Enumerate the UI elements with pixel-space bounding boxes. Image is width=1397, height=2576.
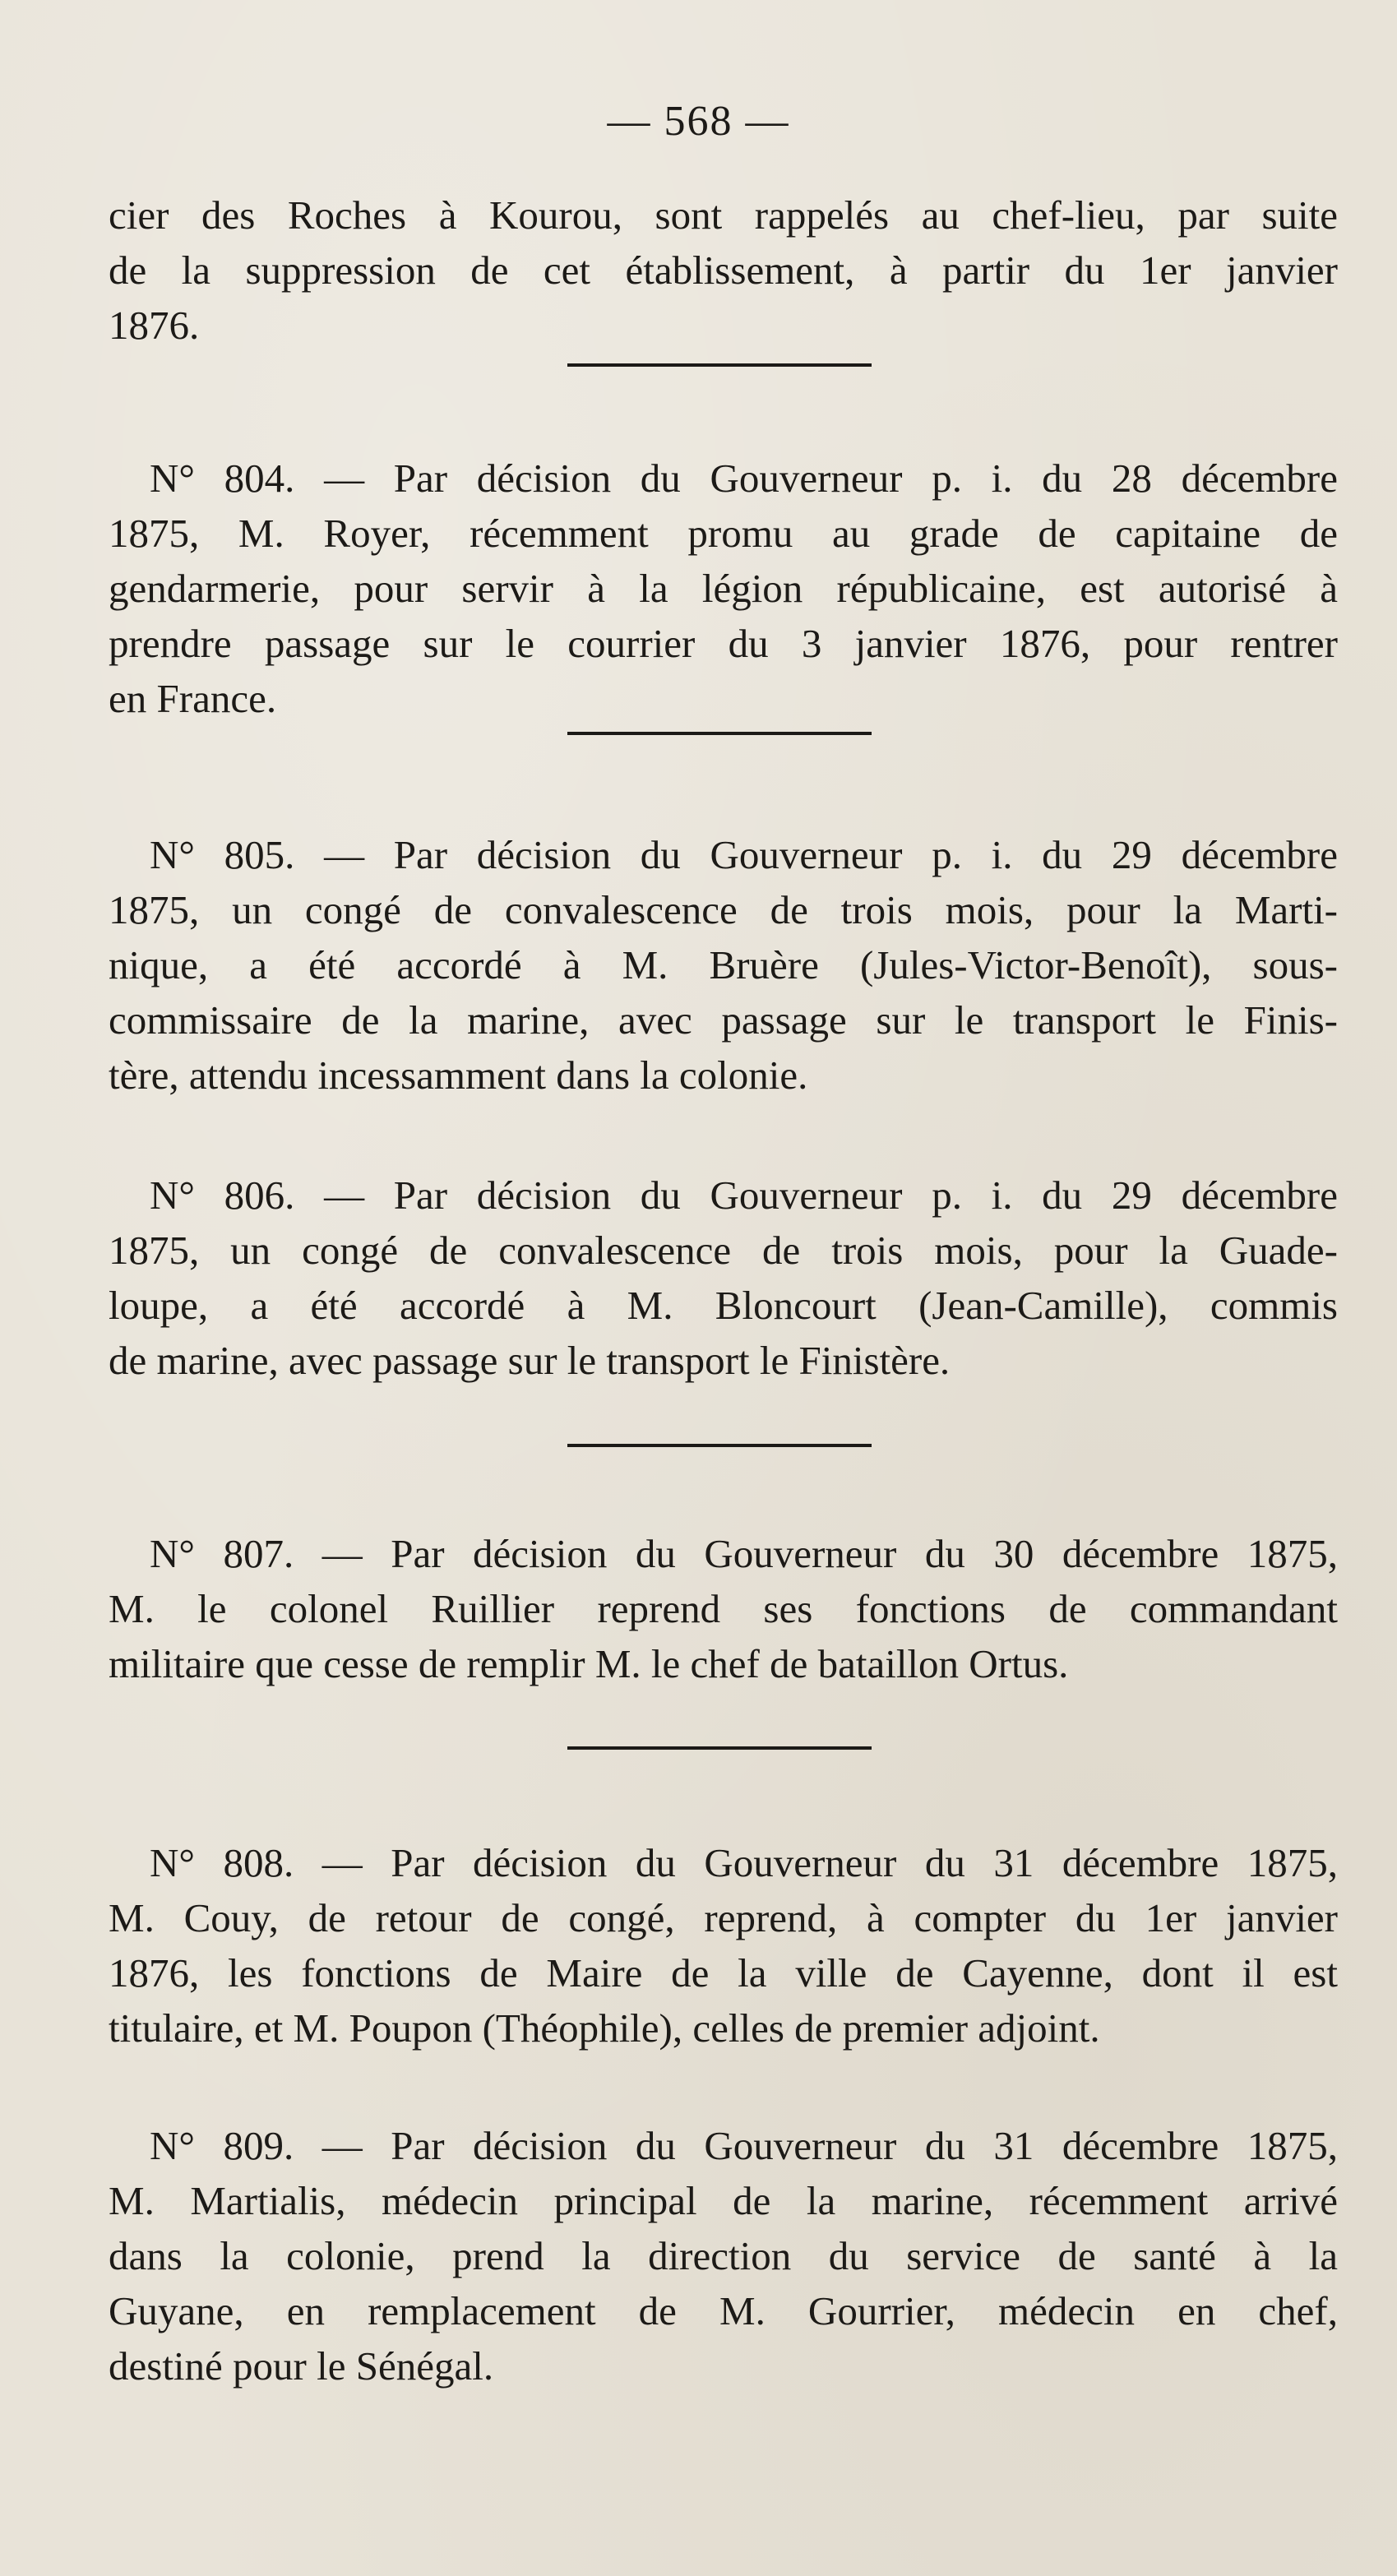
text-line: N° 809. — Par décision du Gouverneur du 31 décembre 1875, [150,2123,1338,2168]
decision-808 [109,1835,1338,2056]
separator-rule [567,1746,872,1750]
text-line: titulaire, et M. Poupon (Théophile), celles de premier adjoint. [109,2005,1100,2051]
decision-806 [109,1168,1338,1388]
text-line: 1875, un congé de convalescence de trois mois, pour la Marti- [109,887,1338,932]
text-line: Guyane, en remplacement de M. Gourrier, médecin en chef, [109,2288,1338,2333]
text-line: N° 806. — Par décision du Gouverneur p. i. du 29 décembre [150,1172,1338,1218]
text-line: tère, attendu incessamment dans la colonie. [109,1052,808,1098]
page-number: — 568 — [607,98,790,145]
text-line: 1875, M. Royer, récemment promu au grade de capitaine de [109,511,1338,556]
text-line: N° 807. — Par décision du Gouverneur du 30 décembre 1875, [150,1531,1338,1576]
text-line: N° 808. — Par décision du Gouverneur du 31 décembre 1875, [150,1840,1338,1885]
text-line: 1875, un congé de convalescence de trois mois, pour la Guade- [109,1228,1338,1273]
text-line: loupe, a été accordé à M. Bloncourt (Jean-Camille), commis [109,1283,1338,1328]
text-line: 1876, les fonctions de Maire de la ville de Cayenne, dont il est [109,1950,1338,1996]
text-line: N° 805. — Par décision du Gouverneur p. i. du 29 décembre [150,832,1338,877]
text-line: cier des Roches à Kourou, sont rappelés au chef-lieu, par suite [109,192,1338,238]
text-line: M. Couy, de retour de congé, reprend, à compter du 1er janvier [109,1895,1338,1940]
text-line: M. Martialis, médecin principal de la marine, récemment arrivé [109,2178,1338,2223]
decision-809 [109,2118,1338,2393]
text-line: gendarmerie, pour servir à la légion républicaine, est autorisé à [109,566,1338,611]
decision-805 [109,827,1338,1103]
decision-804 [109,451,1338,726]
text-line: N° 804. — Par décision du Gouverneur p. i. du 28 décembre [150,456,1338,501]
text-line: M. le colonel Ruillier reprend ses fonctions de commandant [109,1586,1338,1631]
text-line: dans la colonie, prend la direction du service de santé à la [109,2233,1338,2278]
separator-rule [567,732,872,735]
text-line: destiné pour le Sénégal. [109,2343,494,2389]
intro-paragraph [109,187,1338,353]
decision-807 [109,1526,1338,1691]
text-line: prendre passage sur le courrier du 3 janvier 1876, pour rentrer [109,621,1338,666]
text-line: de marine, avec passage sur le transport le Finistère. [109,1338,951,1383]
text-line: 1876. [109,303,200,348]
separator-rule [567,363,872,367]
text-line: en France. [109,676,277,721]
text-line: de la suppression de cet établissement, à partir du 1er janvier [109,247,1338,293]
text-line: commissaire de la marine, avec passage sur le transport le Finis- [109,997,1338,1043]
text-line: militaire que cesse de remplir M. le chef de bataillon Ortus. [109,1641,1069,1686]
separator-rule [567,1444,872,1447]
text-line: nique, a été accordé à M. Bruère (Jules-Victor-Benoît), sous- [109,942,1338,987]
